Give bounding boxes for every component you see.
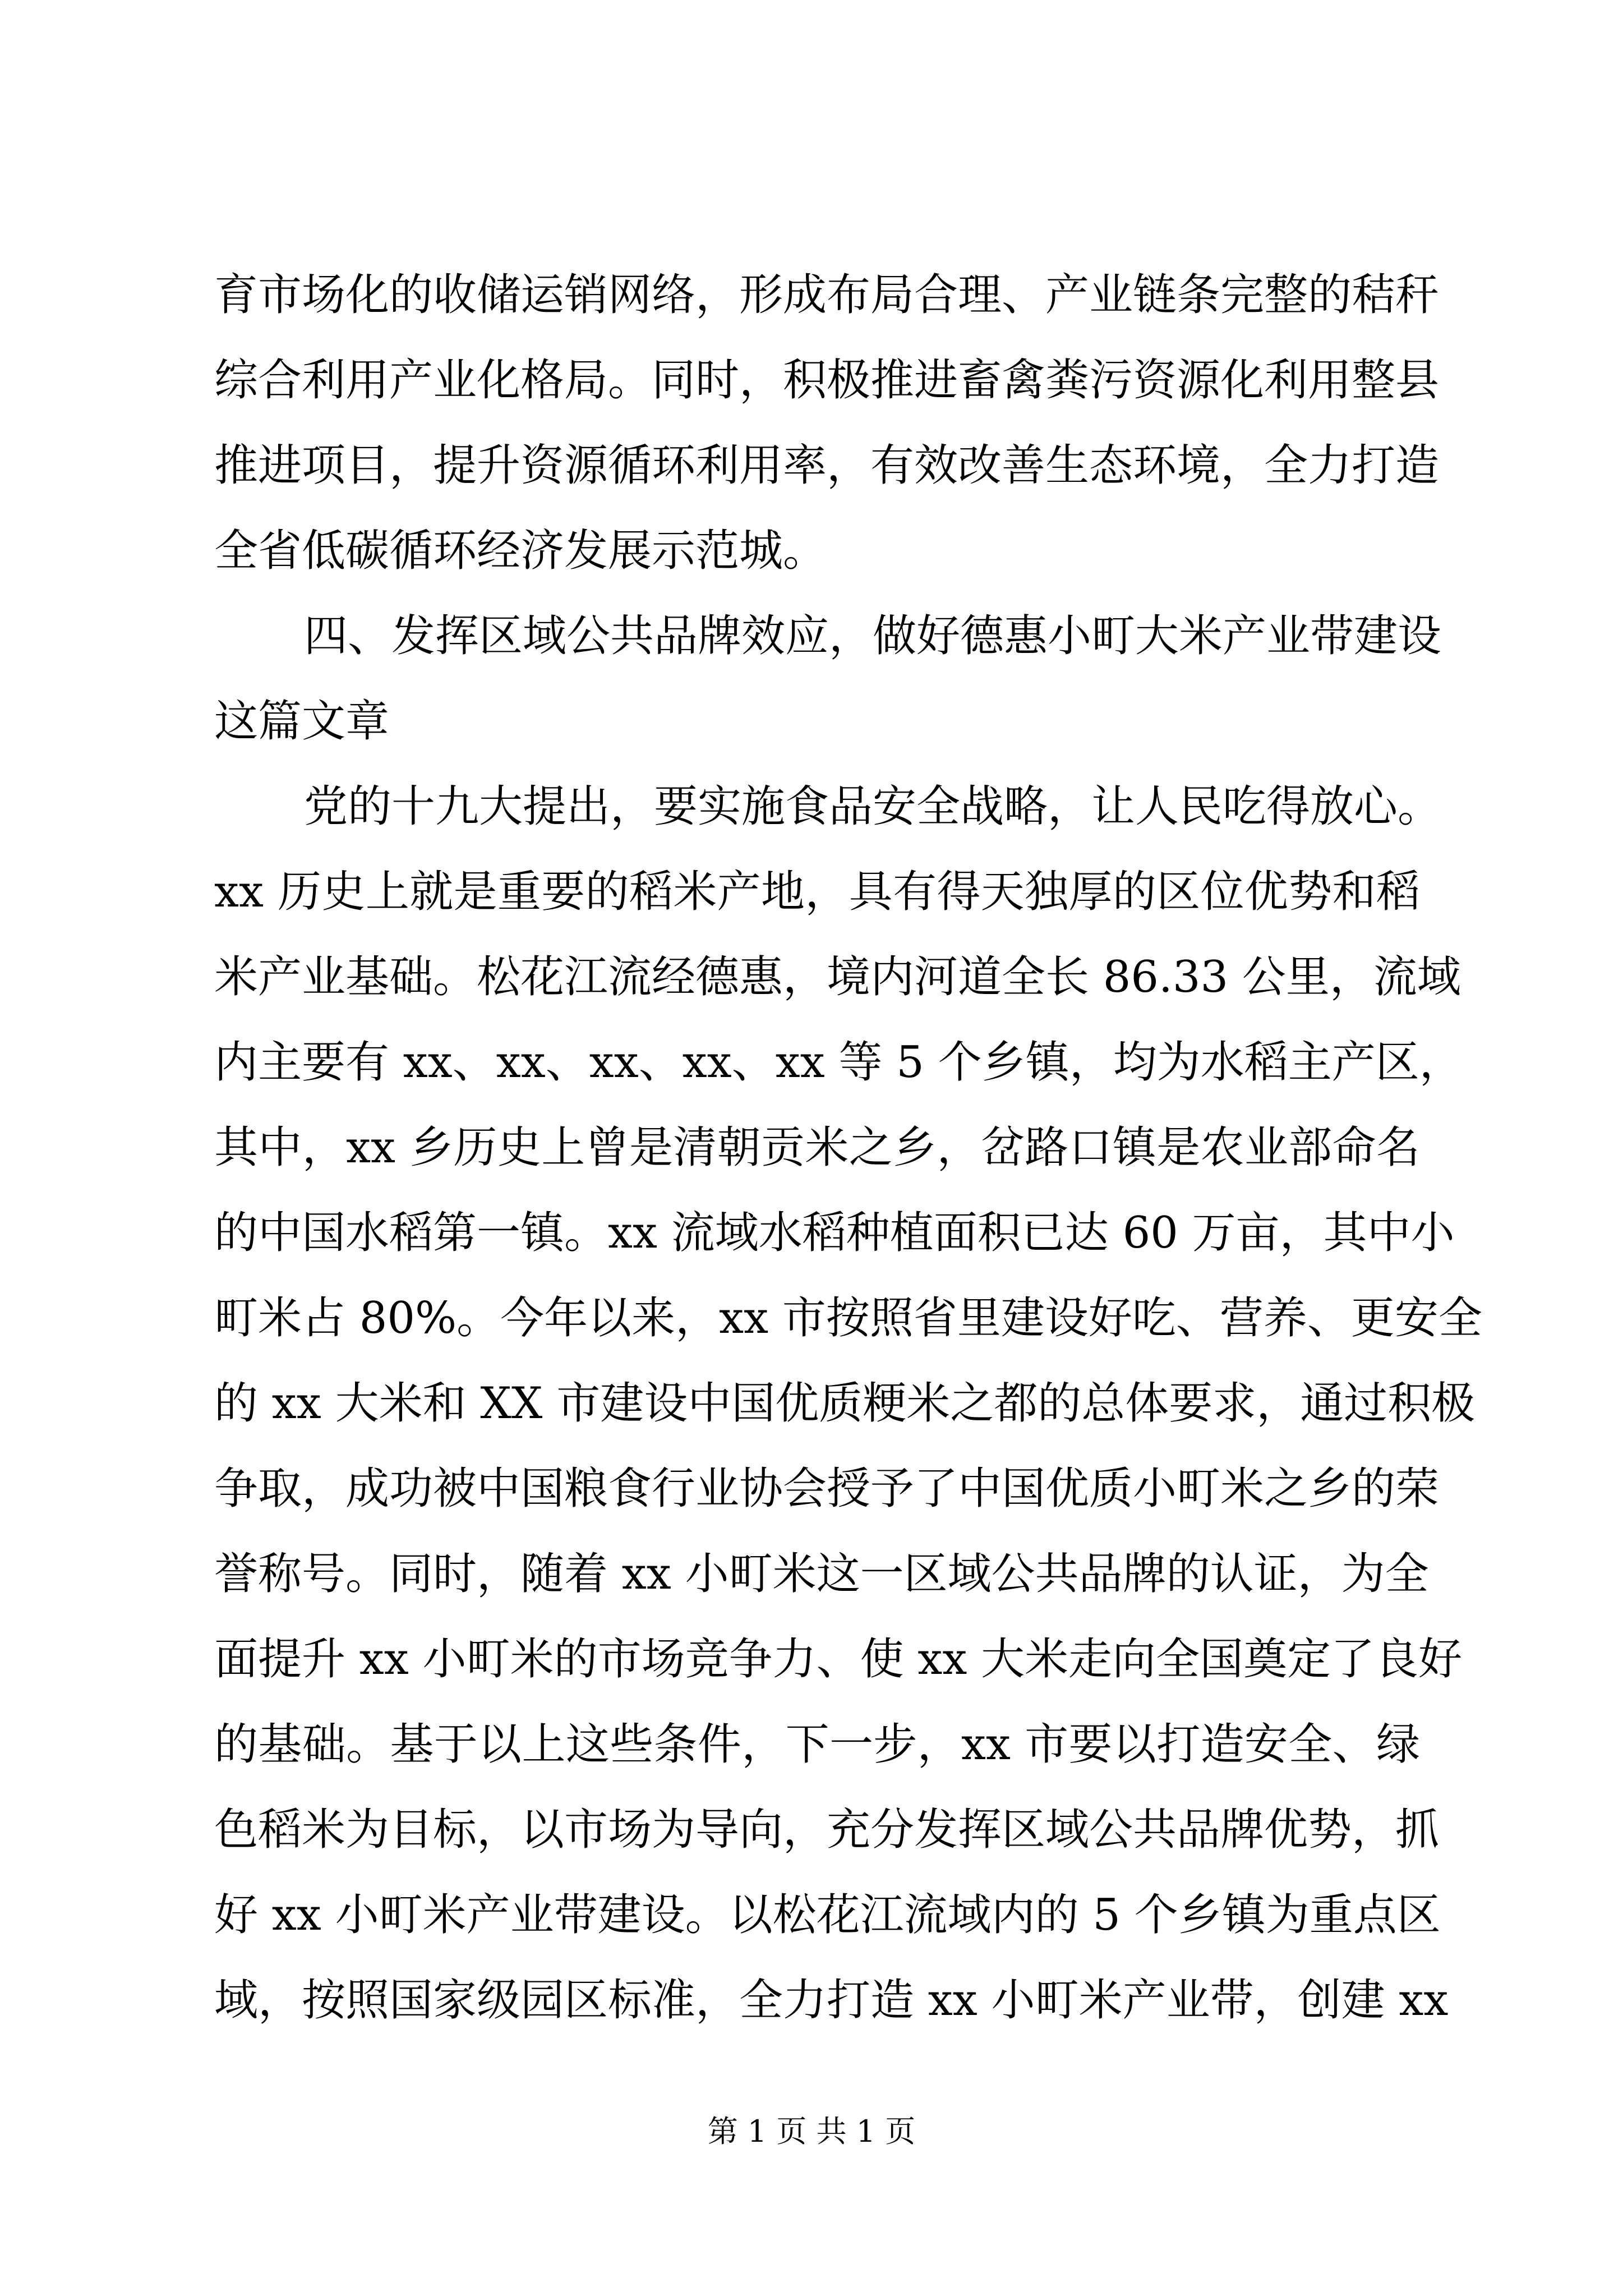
text-line: 其中，xx 乡历史上曾是清朝贡米之乡，岔路口镇是农业部命名 — [214, 1122, 1420, 1173]
page-footer — [0, 2109, 1623, 2154]
text-line: 誉称号。同时，随着 xx 小町米这一区域公共品牌的认证，为全 — [214, 1549, 1429, 1599]
text-line: 的基础。基于以上这些条件，下一步，xx 市要以打造安全、绿 — [214, 1719, 1420, 1770]
text-line: 综合利用产业化格局。同时，积极推进畜禽粪污资源化利用整县 — [214, 355, 1440, 406]
text-line: 米产业基础。松花江流经德惠，境内河道全长 86.33 公里，流域 — [214, 952, 1461, 1002]
text-line: 域，按照国家级园区标准，全力打造 xx 小町米产业带，创建 xx — [214, 1975, 1449, 2026]
text-line: 全省低碳循环经济发展示范城。 — [214, 526, 827, 576]
text-line: 色稻米为目标，以市场为导向，充分发挥区域公共品牌优势，抓 — [214, 1805, 1440, 1855]
text-line: 面提升 xx 小町米的市场竞争力、使 xx 大米走向全国奠定了良好 — [214, 1634, 1463, 1685]
paragraph-start: 党的十九大提出，要实施食品安全战略，让人民吃得放心。 — [304, 781, 1442, 832]
text-line: 内主要有 xx、xx、xx、xx、xx 等 5 个乡镇，均为水稻主产区， — [214, 1037, 1463, 1088]
page-number: 第 1 页 共 1 页 — [707, 2114, 916, 2149]
text-line: xx 历史上就是重要的稻米产地，具有得天独厚的区位优势和稻 — [214, 867, 1420, 917]
text-line: 町米占 80%。今年以来，xx 市按照省里建设好吃、营养、更安全 — [214, 1293, 1482, 1343]
text-line: 推进项目，提升资源循环利用率，有效改善生态环境，全力打造 — [214, 440, 1440, 491]
section-heading: 四、发挥区域公共品牌效应，做好德惠小町大米产业带建设 — [304, 611, 1442, 661]
text-line: 的 xx 大米和 XX 市建设中国优质粳米之都的总体要求，通过积极 — [214, 1378, 1476, 1429]
text-line: 育市场化的收储运销网络，形成布局合理、产业链条完整的秸秆 — [214, 270, 1440, 320]
document-body — [214, 252, 1482, 2043]
text-line: 争取，成功被中国粮食行业协会授予了中国优质小町米之乡的荣 — [214, 1464, 1440, 1514]
text-line: 好 xx 小町米产业带建设。以松花江流域内的 5 个乡镇为重点区 — [214, 1890, 1441, 1940]
text-line: 的中国水稻第一镇。xx 流域水稻种植面积已达 60 万亩，其中小 — [214, 1208, 1455, 1258]
section-heading-continued: 这篇文章 — [214, 696, 390, 747]
